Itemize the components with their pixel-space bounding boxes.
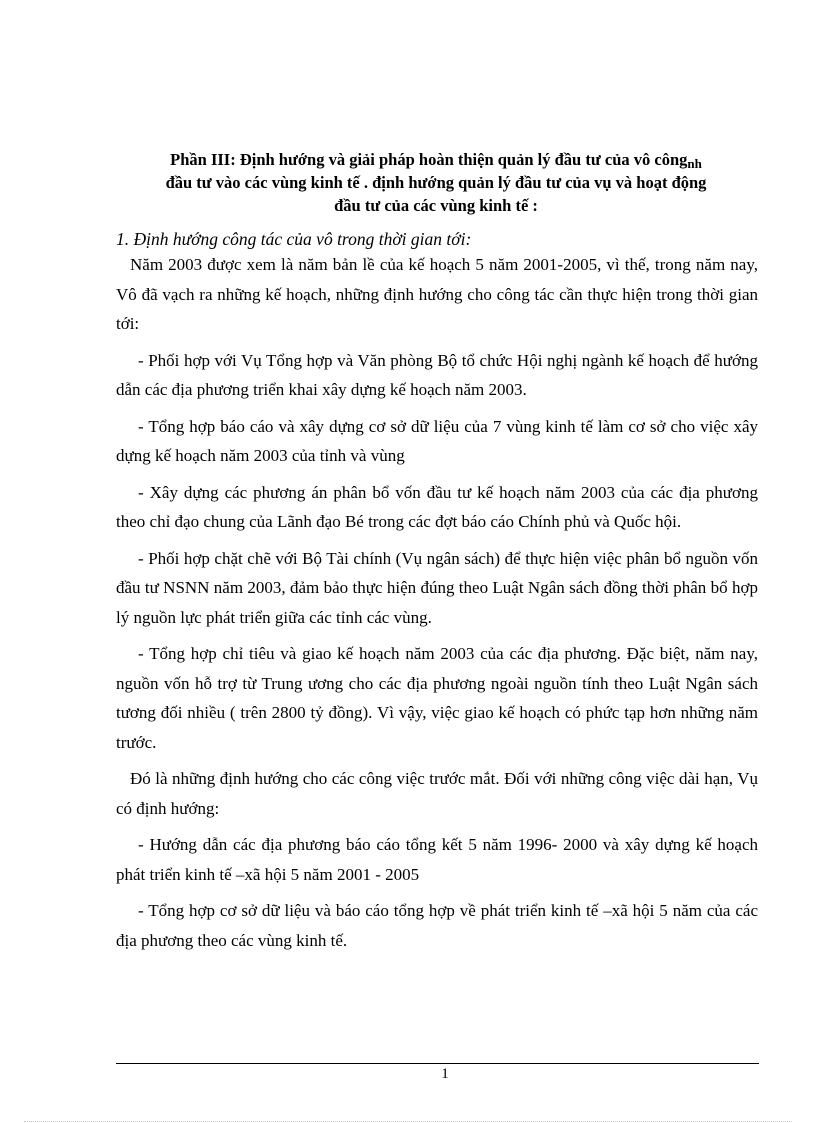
heading-line-1-text: Phần III: Định hướng và giải pháp hoàn thiện quản lý đầu tư của vô công	[170, 150, 688, 169]
page-number: 1	[441, 1066, 449, 1082]
paragraph-long-term: Đó là những định hướng cho các công việc trước mắt. Đối với những công việc dài hạn, Vụ có định hướng:	[116, 769, 758, 818]
heading-line-1-subscript: nh	[687, 156, 702, 171]
section-title: 1. Định hướng công tác của vô trong thời gian tới:	[116, 229, 472, 249]
page-heading	[108, 148, 764, 217]
heading-line-1	[108, 148, 764, 171]
paragraph-item-5: - Tổng hợp chỉ tiêu và giao kế hoạch năm 2003 của các địa phương. Đặc biệt, năm nay, nguồn vốn hỗ trợ từ Trung ương cho các địa phương ngoài nguồn tính theo Luật Ngân sách tương đối nhiều ( trên 2800 tỷ đồng). Vì vậy, việc giao kế hoạch có phức tạp hơn những năm trước.	[116, 644, 758, 752]
page-edge-divider	[24, 1121, 792, 1122]
paragraph-item-7: - Tổng hợp cơ sở dữ liệu và báo cáo tổng hợp về phát triển kinh tế –xã hội 5 năm của các địa phương theo các vùng kinh tế.	[116, 901, 758, 950]
paragraph-intro: Năm 2003 được xem là năm bản lề của kế hoạch 5 năm 2001-2005, vì thế, trong năm nay, Vô đã vạch ra những kế hoạch, những định hướng cho công tác cần thực hiện trong thời gian tới:	[116, 255, 758, 333]
paragraph-item-3: - Xây dựng các phương án phân bổ vốn đầu tư kế hoạch năm 2003 của các địa phương theo chỉ đạo chung của Lãnh đạo Bé trong các đợt báo cáo Chính phủ và Quốc hội.	[116, 482, 758, 531]
heading-line-3: đầu tư của các vùng kinh tế :	[334, 196, 538, 215]
footer-divider	[116, 1063, 759, 1064]
paragraph-item-1: - Phối hợp với Vụ Tổng hợp và Văn phòng Bộ tổ chức Hội nghị ngành kế hoạch để hướng dẫn các địa phương triển khai xây dựng kế hoạch năm 2003.	[116, 350, 758, 399]
heading-line-2: đầu tư vào các vùng kinh tế . định hướng quản lý đầu tư của vụ và hoạt động	[165, 173, 707, 192]
paragraph-item-6: - Hướng dẫn các địa phương báo cáo tổng kết 5 năm 1996- 2000 và xây dựng kế hoạch phát triển kinh tế –xã hội 5 năm 2001 - 2005	[116, 835, 758, 884]
paragraph-item-2: - Tổng hợp báo cáo và xây dựng cơ sở dữ liệu của 7 vùng kinh tế làm cơ sở cho việc xây dựng kế hoạch năm 2003 của tỉnh và vùng	[116, 416, 758, 465]
body-text	[116, 250, 758, 962]
paragraph-item-4: - Phối hợp chặt chẽ với Bộ Tài chính (Vụ ngân sách) để thực hiện việc phân bổ nguồn vốn đầu tư NSNN năm 2003, đảm bảo thực hiện đúng theo Luật Ngân sách đồng thời phân bổ hợp lý nguồn lực phát triển giữa các tỉnh các vùng.	[116, 548, 758, 627]
